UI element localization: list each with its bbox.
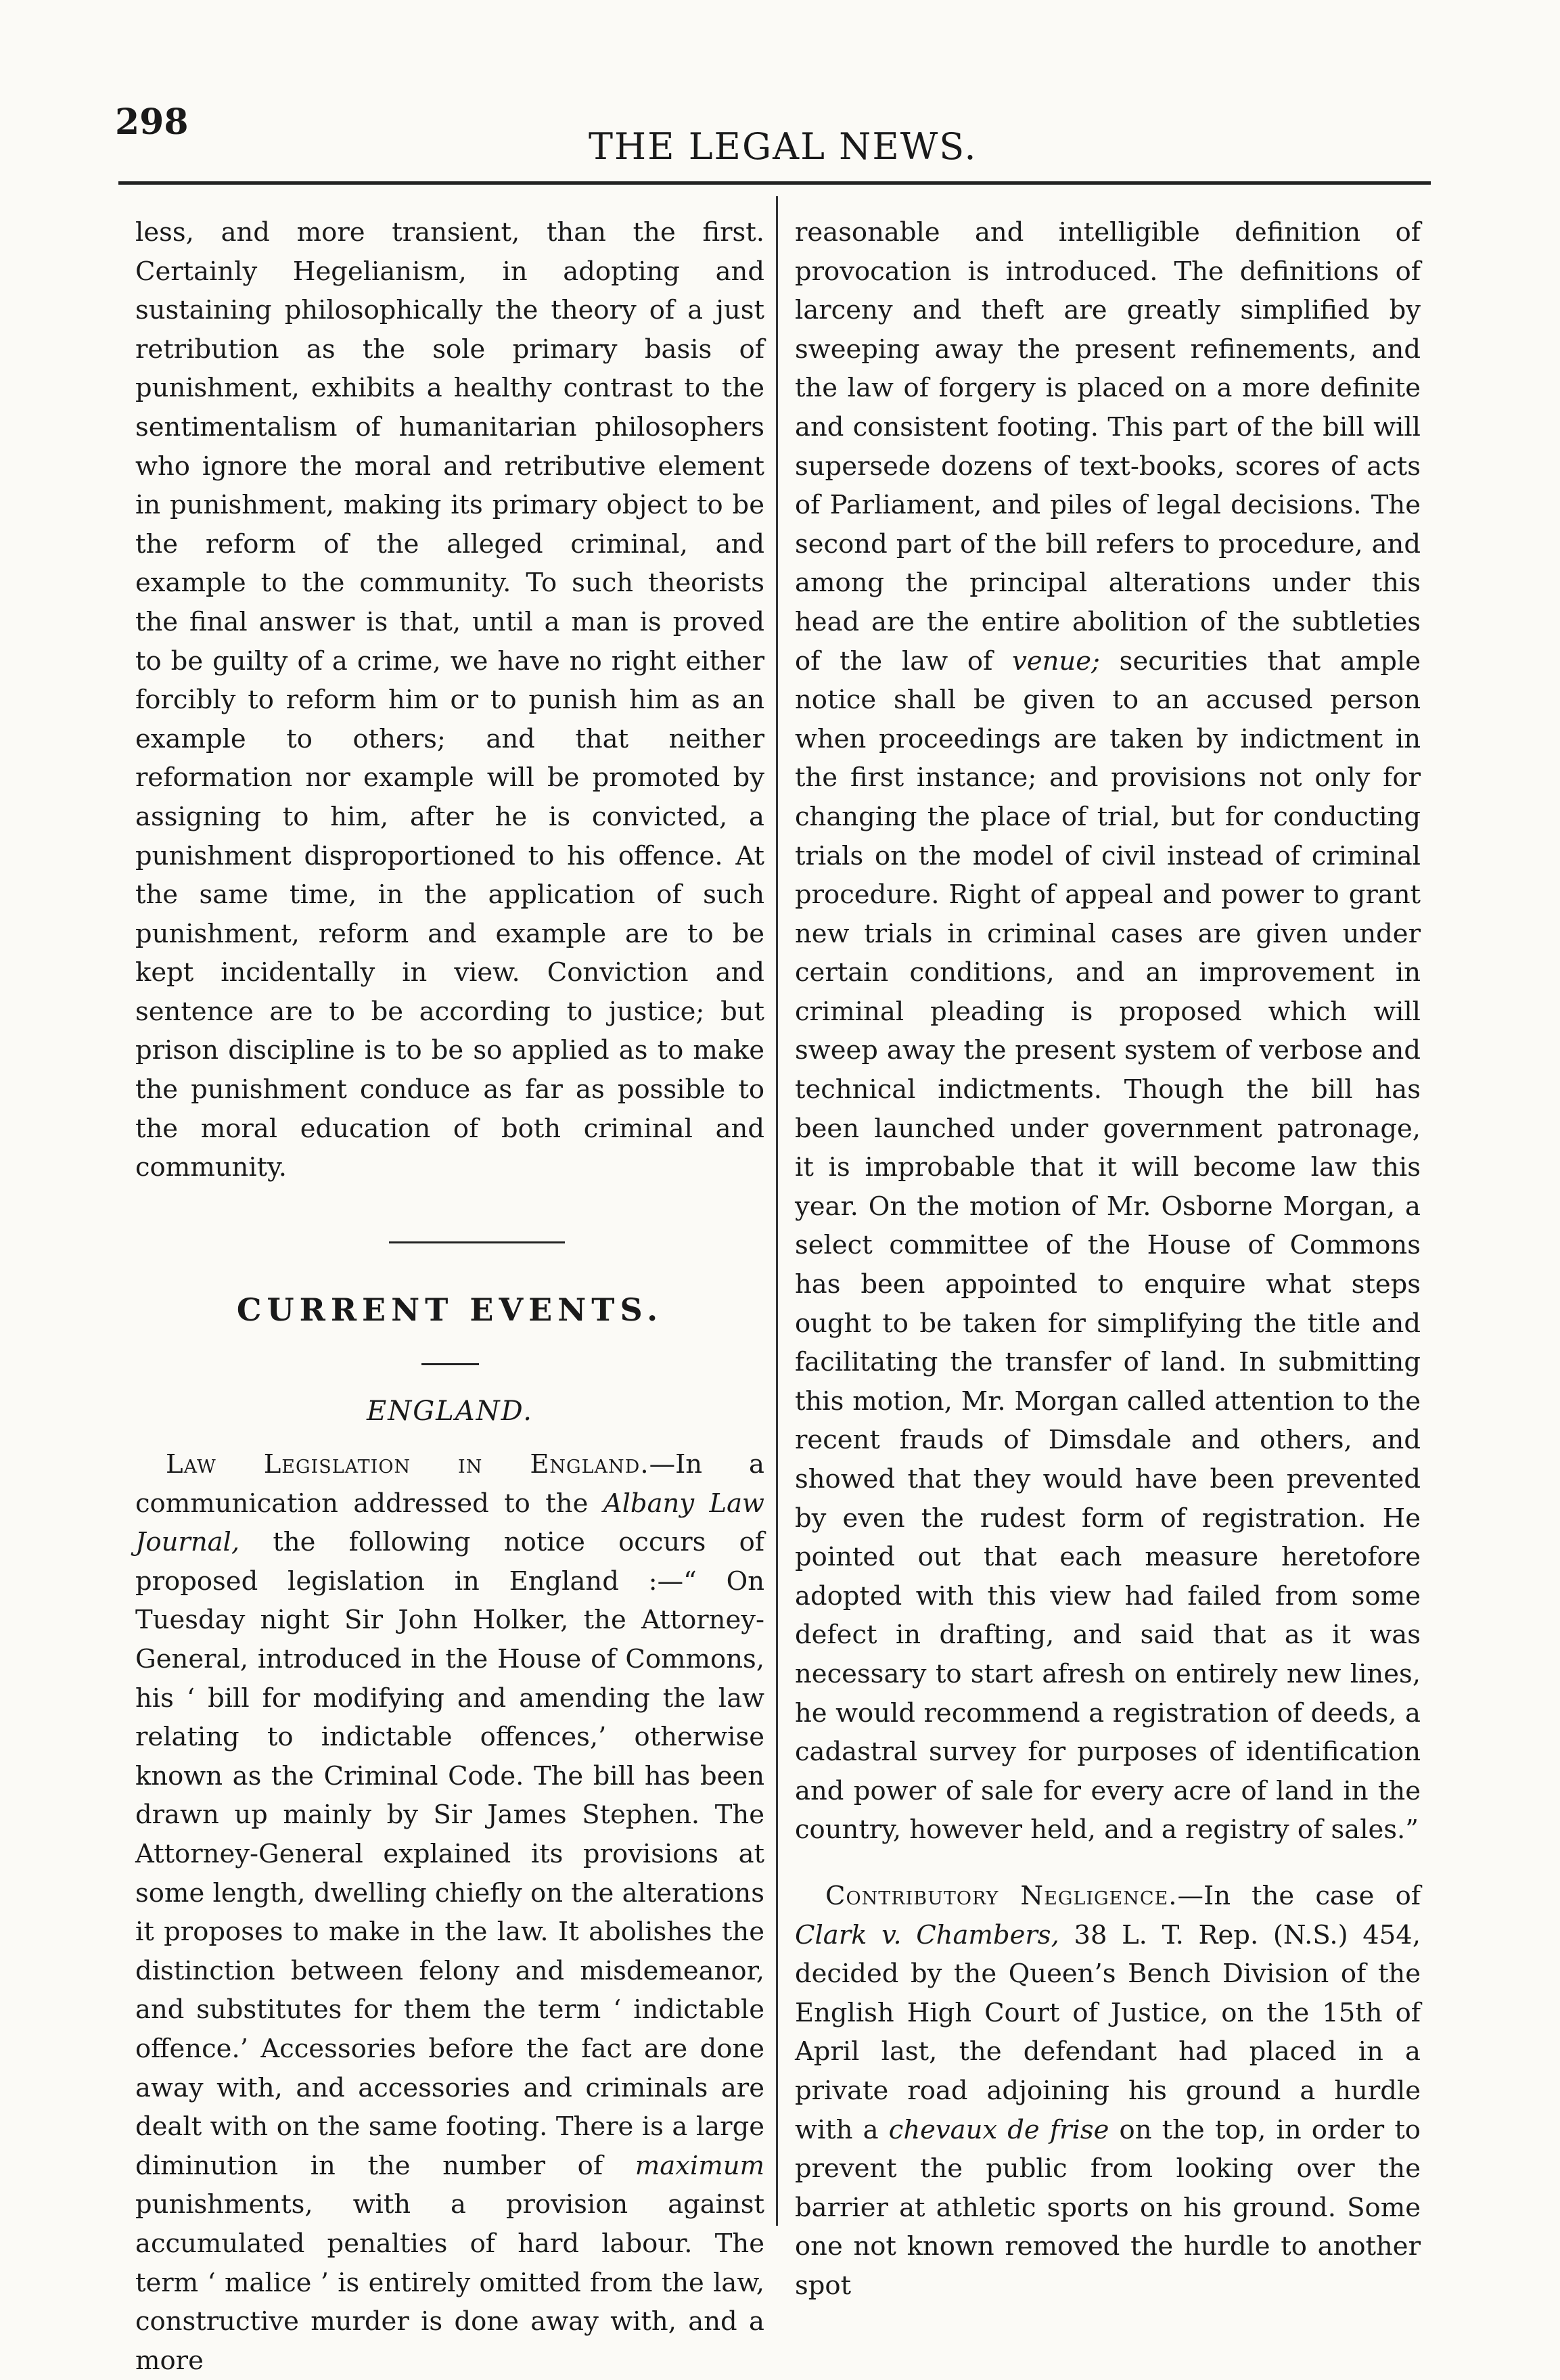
paragraph-text: reasonable and intelligible definition of provocation is introduced. The definitions of larceny and theft are greatly simplified by sweeping away the present refinements, and the law of forgery is placed on a more definite and consistent footing. This part of the bill will supersede dozens of text-books, scores of acts of Parliament, and piles of legal decisions. The second part of the bill refers to procedure, and among the principal alterations under this head are the entire abolition of the subtleties of the law of: [795, 217, 1421, 677]
section-divider: [389, 1241, 565, 1243]
case-name: Clark v. Chambers,: [795, 1919, 1059, 1950]
column-divider: [776, 196, 778, 2226]
paragraph-text: on the top, in order to prevent the public from looking over the barrier at athletic sports on his ground. Some one not known removed the hurdle to another spot: [795, 2114, 1421, 2301]
contributory-negligence-paragraph: [795, 1877, 1421, 2306]
short-rule: [421, 1363, 479, 1365]
italic-term: chevaux de frise: [888, 2114, 1109, 2145]
paragraph-text: —In the case of: [1177, 1880, 1421, 1911]
italic-term: maximum: [635, 2150, 764, 2181]
law-legislation-paragraph: [135, 1445, 764, 2380]
runin-heading: Law Legislation in England.: [166, 1449, 649, 1480]
page-number: 298: [115, 101, 189, 143]
paragraph-text: the following notice occurs of proposed legislation in England :—“ On Tuesday night Sir John Holker, the Attorney-General, introduced in the House of Commons, his ‘ bill for modifying and amending the law relating to indictable offences,’ otherwise known as the Criminal Code. The bill has been drawn up mainly by Sir James Stephen. The Attorney-General explained its provisions at some length, dwelling chiefly on the alterations it proposes to make in the law. It abolishes the distinction between felony and misdemeanor, and substitutes for them the term ‘ indictable offence.’ Accessories before the fact are done away with, and accessories and criminals are dealt with on the same footing. There is a large diminution in the number of: [135, 1527, 764, 2181]
runin-heading: Contributory Negligence.: [825, 1880, 1178, 1911]
italic-term: venue;: [1012, 645, 1100, 677]
left-column: [135, 213, 764, 2380]
running-head: THE LEGAL NEWS.: [589, 125, 978, 168]
paragraph-text: 38 L. T. Rep. (N.S.) 454, decided by the Queen’s Bench Division of the English High Court of Justice, on the 15th of April last, the defendant had placed in a private road adjoining his ground a hurdle with a: [795, 1919, 1421, 2145]
hegelianism-paragraph: less, and more transient, than the first. Certainly Hegelianism, in adopting and sustaining philosophically the theory of a just retribution as the sole primary basis of punishment, exhibits a healthy contrast to the sentimentalism of humanitarian philosophers who ignore the moral and retributive element in punishment, making its primary object to be the reform of the alleged criminal, and example to the community. To such theorists the final answer is that, until a man is proved to be guilty of a crime, we have no right either forcibly to reform him or to punish him as an example to others; and that neither reformation nor example will be promoted by assigning to him, after he is convicted, a punishment disproportioned to his offence. At the same time, in the application of such punishment, reform and example are to be kept incidentally in view. Conviction and sentence are to be according to justice; but prison discipline is to be so applied as to make the punishment conduce as far as possible to the moral education of both criminal and community.: [135, 217, 764, 1183]
journal-title: Albany Law Journal,: [135, 1488, 764, 1558]
paragraph-text: —In a communication addressed to the: [135, 1449, 764, 1519]
header-rule: [118, 181, 1431, 185]
section-title: CURRENT EVENTS.: [236, 1291, 664, 1328]
paragraph-text: securities that ample notice shall be given to an accused person when proceedings are taken by indictment in the first instance; and provisions not only for changing the place of trial, but for conducting trials on the model of civil instead of criminal procedure. Right of appeal and power to grant new trials in criminal cases are given under certain conditions, and an improvement in criminal pleading is proposed which will sweep away the present system of verbose and technical indictments. Though the bill has been launched under government patronage, it is improbable that it will become law this year. On the motion of Mr. Osborne Morgan, a select committee of the House of Commons has been appointed to enquire what steps ought to be taken for simplifying the title and facilitating the transfer of land. In submitting this motion, Mr. Morgan called attention to the recent frauds of Dimsdale and others, and showed that they would have been prevented by even the rudest form of registration. He pointed out that each measure heretofore adopted with this view had failed from some defect in drafting, and said that as it was necessary to start afresh on entirely new lines, he would recommend a registration of deeds, a cadastral survey for purposes of identification and power of sale for every acre of land in the country, however held, and a registry of sales.”: [795, 645, 1421, 1846]
right-column: [795, 213, 1421, 2305]
criminal-code-continuation: [795, 213, 1421, 1850]
subsection-title: ENGLAND.: [367, 1396, 533, 1427]
paragraph-text: punishments, with a provision against accumulated penalties of hard labour. The term ‘ malice ’ is entirely omitted from the law, constructive murder is done away with, and a more: [135, 2189, 764, 2376]
